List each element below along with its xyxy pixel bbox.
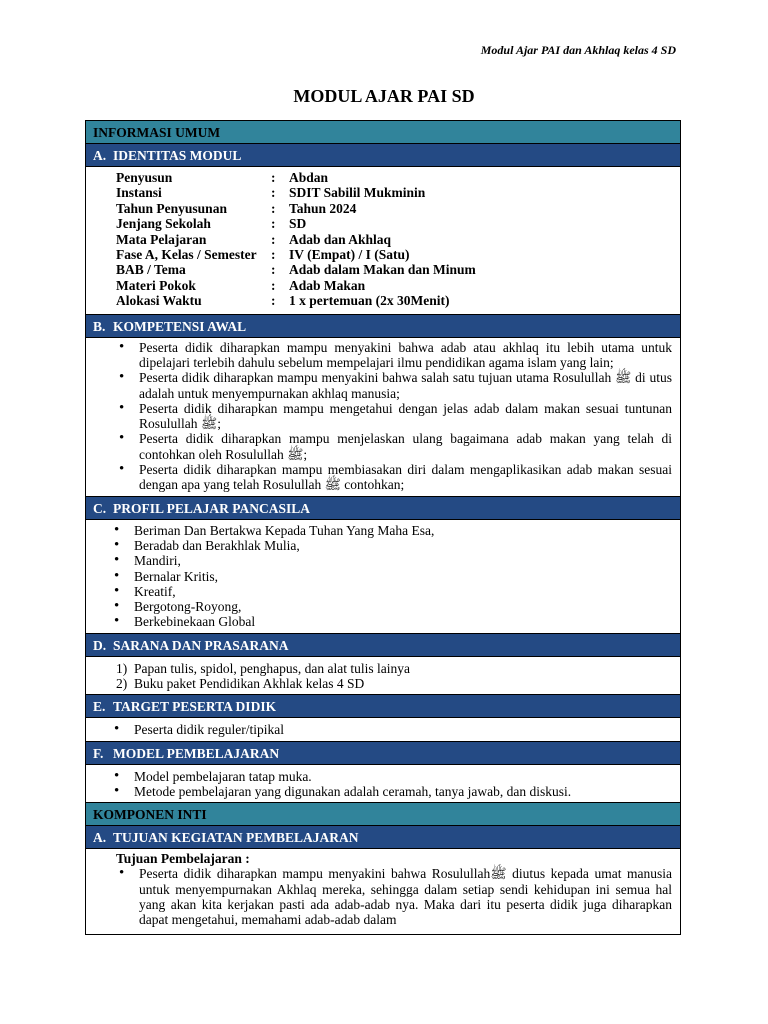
profil-item: • Bergotong-Royong, <box>134 599 672 614</box>
identity-row <box>116 232 680 247</box>
model-item: • Model pembelajaran tatap muka. <box>134 769 672 784</box>
identitas-cell <box>86 167 680 315</box>
kompetensi-item: • Peserta didik diharapkan mampu menyakini bahwa adab atau akhlaq itu lebih utama untuk dipelajari terlebih dahulu sebelum mempelajari ilmu pendidikan agama islam yang lain; <box>139 340 672 371</box>
identity-colon: : <box>271 262 276 278</box>
identity-value: Abdan <box>289 170 329 185</box>
profil-item: • Kreatif, <box>134 584 672 599</box>
kompetensi-cell <box>86 338 680 497</box>
tujuan-item: • Peserta didik diharapkan mampu menyakini bahwa Rosulullahﷺ diutus kepada umat manusia untuk menyempurnakan Akhlaq mereka, sehingga dalam setiap sendi kehidupan ini semua hal yang akan kita kerjakan pasti ada adab-adab nya. Maka dari itu peserta didik juga diharapkan dapat mengetahui, memahami adab-adab dalam <box>139 866 672 927</box>
sarana-text: Buku paket Pendidikan Akhlak kelas 4 SD <box>134 676 365 691</box>
profil-item: • Bernalar Kritis, <box>134 569 672 584</box>
identity-row <box>116 185 680 200</box>
target-item: • Peserta didik reguler/tipikal <box>134 722 672 737</box>
page-header: Modul Ajar PAI dan Akhlaq kelas 4 SD <box>480 43 676 57</box>
document-title: MODUL AJAR PAI SD <box>293 86 475 106</box>
identity-colon: : <box>271 293 276 309</box>
section-kompetensi-heading <box>86 315 680 338</box>
identity-key: Tahun Penyusunan <box>116 200 227 216</box>
kompetensi-item: • Peserta didik diharapkan mampu menyakini bahwa salah satu tujuan utama Rosulullah ﷺ di utus adalah untuk menyempurnakan akhlaq manusia; <box>139 370 672 401</box>
section-sarana-heading <box>86 634 680 657</box>
identity-value: 1 x pertemuan (2x 30Menit) <box>289 293 450 309</box>
section-title: TARGET PESERTA DIDIK <box>113 699 277 715</box>
section-title: TUJUAN KEGIATAN PEMBELAJARAN <box>113 830 359 846</box>
section-letter: D. <box>93 637 107 653</box>
section-letter: A. <box>93 830 107 846</box>
identity-colon: : <box>271 185 276 201</box>
section-model-heading <box>86 742 680 765</box>
identity-value: SD <box>289 216 307 232</box>
identity-key: Mata Pelajaran <box>116 231 207 247</box>
module-table <box>85 120 681 935</box>
identity-colon: : <box>271 216 276 232</box>
section-letter: A. <box>93 148 107 163</box>
model-item: • Metode pembelajaran yang digunakan adalah ceramah, tanya jawab, dan diskusi. <box>134 784 672 799</box>
identity-value: Adab dalam Makan dan Minum <box>289 262 476 278</box>
profil-item: • Berkebinekaan Global <box>134 614 672 629</box>
sarana-item <box>116 661 672 676</box>
identity-row <box>116 216 680 231</box>
identity-key: Fase A, Kelas / Semester <box>116 247 257 263</box>
section-title: KOMPETENSI AWAL <box>113 318 247 334</box>
sarana-number: 1) <box>116 660 128 676</box>
section-identitas-heading <box>86 144 680 167</box>
identity-value: SDIT Sabilil Mukminin <box>289 185 426 201</box>
section-letter: B. <box>93 318 106 334</box>
profil-cell <box>86 520 680 634</box>
identity-row <box>116 247 680 262</box>
section-profil-heading <box>86 497 680 520</box>
identity-row <box>116 262 680 277</box>
sarana-cell <box>86 657 680 696</box>
kompetensi-item: • Peserta didik diharapkan mampu membiasakan diri dalam mengaplikasikan adab makan sesuai dengan apa yang telah Rosulullah ﷺ contohkan; <box>139 462 672 493</box>
section-title: PROFIL PELAJAR PANCASILA <box>113 500 311 516</box>
profil-item: • Beriman Dan Bertakwa Kepada Tuhan Yang Maha Esa, <box>134 523 672 538</box>
identity-key: Instansi <box>116 185 162 201</box>
profil-item: • Beradab dan Berakhlak Mulia, <box>134 538 672 553</box>
identity-colon: : <box>271 170 276 185</box>
section-title: MODEL PEMBELAJARAN <box>113 745 280 761</box>
tujuan-cell <box>86 849 680 930</box>
identity-row <box>116 170 680 185</box>
sarana-number: 2) <box>116 676 128 691</box>
section-informasi-umum: INFORMASI UMUM <box>86 121 680 144</box>
identity-row <box>116 201 680 216</box>
section-target-heading <box>86 695 680 718</box>
section-letter: F. <box>93 745 104 761</box>
identity-row <box>116 278 680 293</box>
identity-key: Penyusun <box>116 170 173 185</box>
identity-value: IV (Empat) / I (Satu) <box>289 247 410 263</box>
identity-value: Adab dan Akhlaq <box>289 231 392 247</box>
identity-colon: : <box>271 277 276 293</box>
identity-key: Alokasi Waktu <box>116 293 202 309</box>
target-cell <box>86 718 680 741</box>
identity-key: Jenjang Sekolah <box>116 216 211 232</box>
identity-key: BAB / Tema <box>116 262 186 278</box>
identity-key: Materi Pokok <box>116 277 196 293</box>
section-komponen-inti: KOMPONEN INTI <box>86 803 680 826</box>
section-tujuan-heading <box>86 826 680 849</box>
section-title: SARANA DAN PRASARANA <box>113 637 289 653</box>
profil-item: • Mandiri, <box>134 553 672 568</box>
sarana-item <box>116 676 672 691</box>
identity-colon: : <box>271 231 276 247</box>
sarana-text: Papan tulis, spidol, penghapus, dan alat tulis lainya <box>134 660 410 676</box>
model-cell <box>86 765 680 804</box>
kompetensi-item: • Peserta didik diharapkan mampu mengetahui dengan jelas adab dalam makan sesuai tuntunan Rosulullah ﷺ; <box>139 401 672 432</box>
tujuan-subheading: Tujuan Pembelajaran : <box>116 851 250 867</box>
identity-row <box>116 293 680 308</box>
identity-colon: : <box>271 247 276 263</box>
identity-colon: : <box>271 200 276 216</box>
identity-value: Tahun 2024 <box>289 200 357 216</box>
section-letter: C. <box>93 500 107 516</box>
section-letter: E. <box>93 699 106 715</box>
identity-value: Adab Makan <box>289 277 366 293</box>
kompetensi-item: • Peserta didik diharapkan mampu menjelaskan ulang bagaimana adab makan yang telah di contohkan oleh Rosulullah ﷺ; <box>139 431 672 462</box>
section-title: IDENTITAS MODUL <box>113 148 242 163</box>
